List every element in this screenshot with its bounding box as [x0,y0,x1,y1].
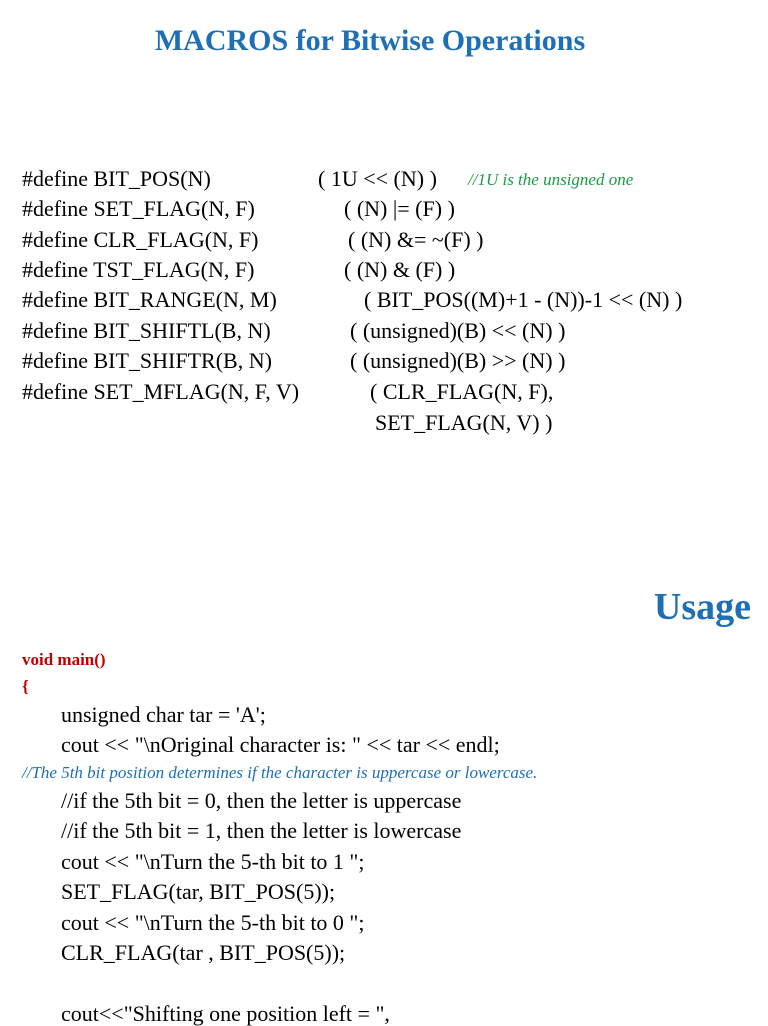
define-name-bit-shiftl: #define BIT_SHIFTL(B, N) [22,318,271,343]
define-body-set-mflag-continuation: SET_FLAG(N, V) ) [375,410,553,435]
define-name-set-mflag: #define SET_MFLAG(N, F, V) [22,379,300,404]
code-line: unsigned char tar = 'A'; [61,702,266,727]
bit-comment: //The 5th bit position determines if the character is uppercase or lowercase. [22,763,538,782]
code-line: cout << "\nTurn the 5-th bit to 0 "; [61,910,365,935]
bit-pos-comment: //1U is the unsigned one [468,170,634,189]
define-body-set-mflag: ( CLR_FLAG(N, F), [370,379,554,404]
define-body-tst-flag: ( (N) & (F) ) [344,257,456,282]
define-body-bit-shiftl: ( (unsigned)(B) << (N) ) [350,318,566,343]
define-body-bit-range: ( BIT_POS((M)+1 - (N))-1 << (N) ) [364,287,683,312]
define-name-bit-shiftr: #define BIT_SHIFTR(B, N) [22,348,272,373]
define-name-bit-range: #define BIT_RANGE(N, M) [22,287,277,312]
page-title: MACROS for Bitwise Operations [154,24,586,57]
define-body-bit-shiftr: ( (unsigned)(B) >> (N) ) [350,348,566,373]
code-line: SET_FLAG(tar, BIT_POS(5)); [61,879,336,904]
usage-heading: Usage [653,586,751,628]
code-line: cout<<"Shifting one position left = ", [61,1001,390,1026]
define-body-clr-flag: ( (N) &= ~(F) ) [348,227,484,252]
code-line: CLR_FLAG(tar , BIT_POS(5)); [61,940,346,965]
code-line: cout << "\nTurn the 5-th bit to 1 "; [61,849,365,874]
open-brace: { [22,677,29,696]
code-line: //if the 5th bit = 0, then the letter is uppercase [61,788,462,813]
code-line: //if the 5th bit = 1, then the letter is lowercase [61,818,462,843]
define-name-tst-flag: #define TST_FLAG(N, F) [22,257,255,282]
define-body-bit-pos: ( 1U << (N) ) [318,166,437,191]
define-name-set-flag: #define SET_FLAG(N, F) [22,196,255,221]
define-body-set-flag: ( (N) |= (F) ) [344,196,455,221]
define-name-clr-flag: #define CLR_FLAG(N, F) [22,227,259,252]
define-name-bit-pos: #define BIT_POS(N) [22,166,211,191]
code-line: cout << "\nOriginal character is: " << tar << endl; [61,732,500,757]
main-signature: void main() [22,650,106,669]
